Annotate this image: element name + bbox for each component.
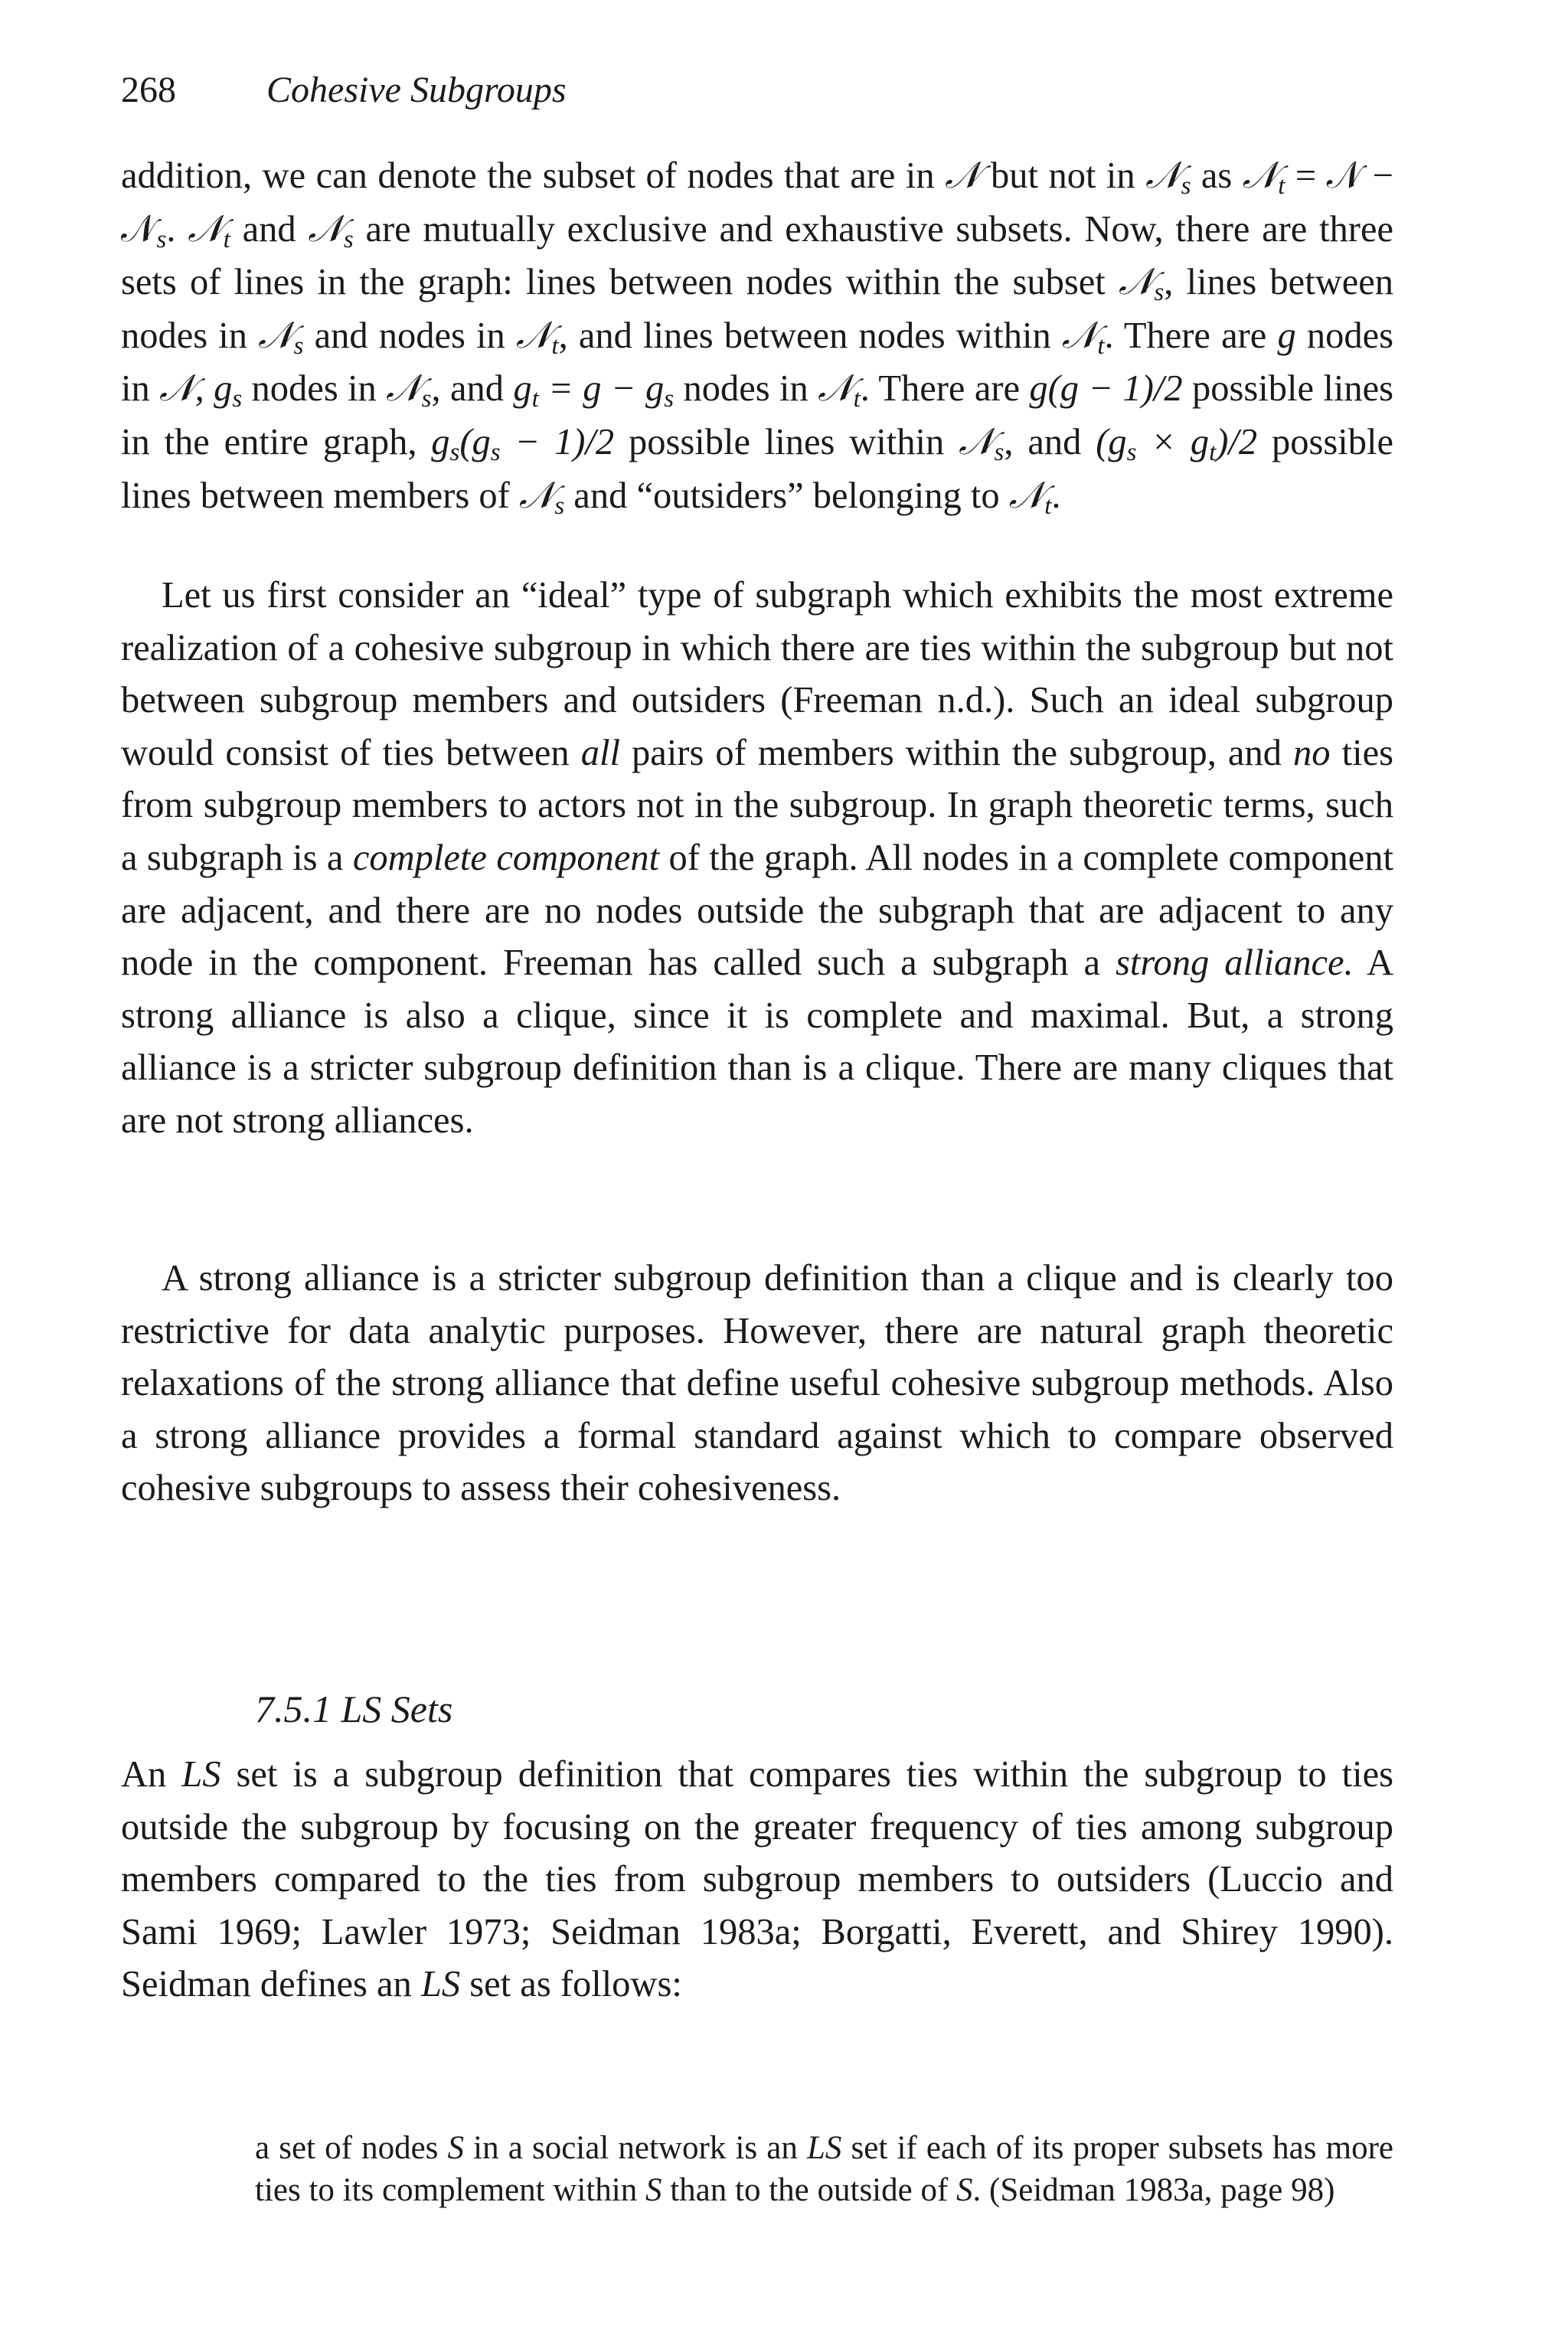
page-number: 268 (121, 70, 176, 110)
block-quote-definition: a set of nodes S in a social network is an LS set if each of its proper subsets has more ties to its complement within S than to the outside of S. (Seidman 1983a, page 98) (255, 2130, 1393, 2208)
paragraph-strong-alliance: Let us first consider an “ideal” type of subgraph which exhibits the most extreme realization of a cohesive subgroup in which there are ties within the subgroup but not between subgroup members and outsiders (Freeman n.d.). Such an ideal subgroup would consist of ties between all pairs of members within the subgroup, and no ties from subgroup members to actors not in the subgroup. In graph theoretic terms, such a subgraph is a complete component of the graph. All nodes in a complete component are adjacent, and there are no nodes outside the subgraph that are adjacent to any node in the component. Freeman has called such a subgraph a strong alliance. A strong alliance is also a clique, since it is complete and maximal. But, a strong alliance is a stricter subgroup definition than is a clique. There are many cliques that are not strong alliances. (121, 575, 1394, 1141)
paragraph-ls-sets: An LS set is a subgroup definition that compares ties within the subgroup to ties outside the subgroup by focusing on the greater frequency of ties among subgroup members compared to the ties from subgroup members to outsiders (Luccio and Sami 1969; Lawler 1973; Seidman 1983a; Borgatti, Everett, and Shirey 1990). Seidman defines an LS set as follows: (121, 1754, 1394, 2005)
running-head (121, 67, 567, 113)
paragraph-node-subsets: addition, we can denote the subset of nodes that are in 𝒩 but not in 𝒩$_s$ as 𝒩$_t$ = 𝒩 − 𝒩$_s$. 𝒩$_t$ and 𝒩$_s$ are mutually exclusive and exhaustive subsets. Now, there are three sets of lines in the graph: lines between nodes within the subset 𝒩$_s$, lines between nodes in 𝒩$_s$ and nodes in 𝒩$_t$, and lines between nodes within 𝒩$_t$. There are g nodes in 𝒩, $g_s$ nodes in 𝒩$_s$, and $g_t = g - g_s$ nodes in 𝒩$_t$. There are g(g − 1)/2 possible lines in the entire graph, $g_s(g_s - 1)/2$ possible lines within 𝒩$_s$, and $(g_s \times g_t)/2$ possible lines between members of 𝒩$_s$ and “outsiders” belonging to 𝒩$_t$. (121, 154, 1394, 520)
chapter-title: Cohesive Subgroups (266, 70, 567, 110)
paragraph-relaxations: A strong alliance is a stricter subgroup definition than a clique and is clearly too restrictive for data analytic purposes. However, there are natural graph theoretic relaxations of the strong alliance that define useful cohesive subgroup methods. Also a strong alliance provides a formal standard against which to compare observed cohesive subgroups to assess their cohesiveness. (121, 1258, 1393, 1509)
section-number: 7.5.1 (255, 1687, 332, 1730)
section-title: LS Sets (341, 1687, 453, 1730)
section-heading (255, 1684, 452, 1733)
